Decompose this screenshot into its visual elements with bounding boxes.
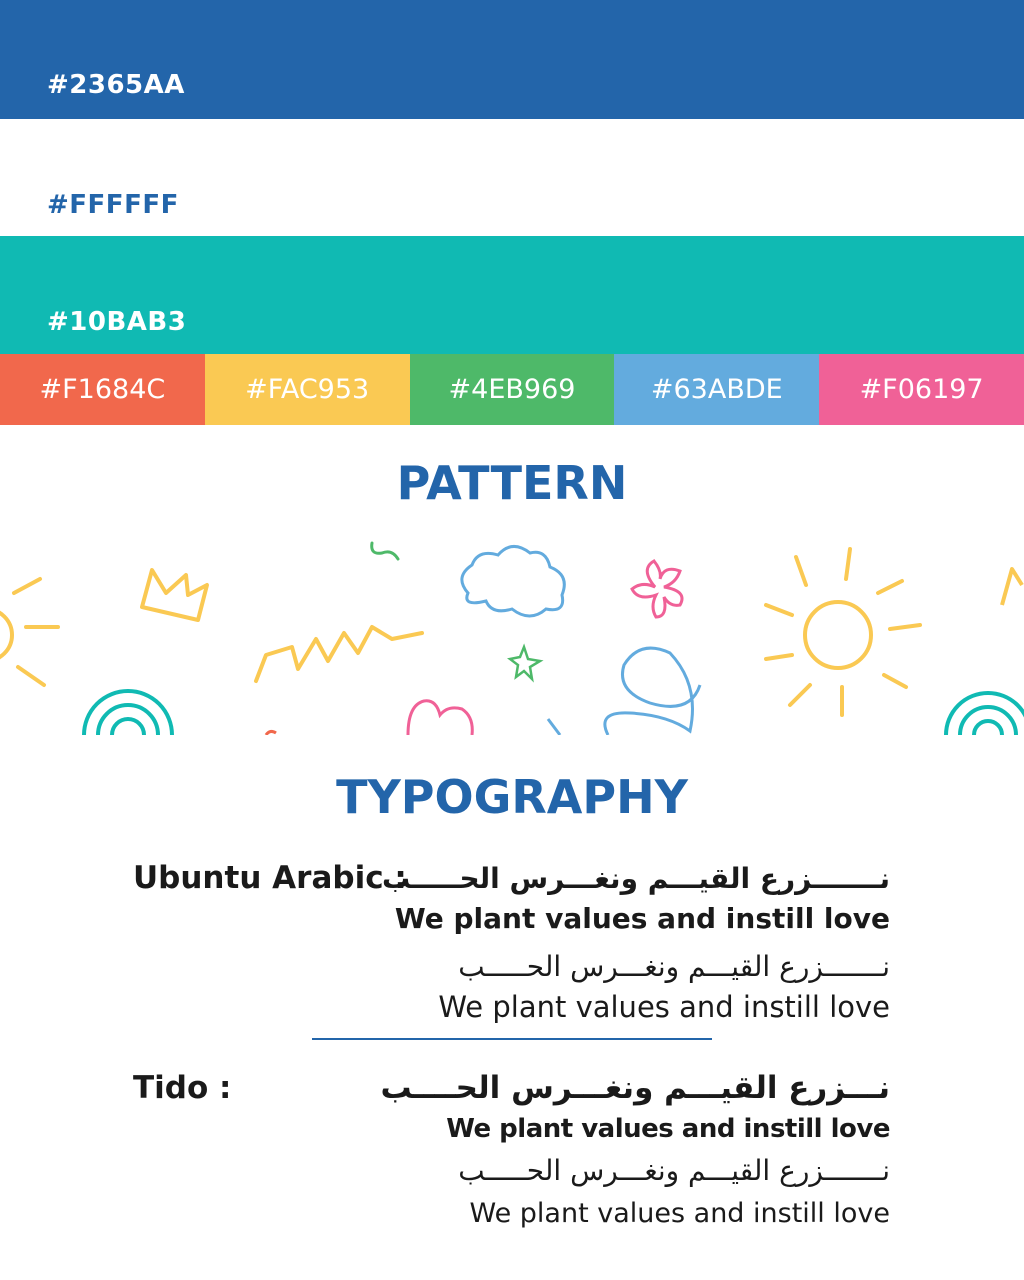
stroke-icon bbox=[548, 719, 560, 735]
zigzag-icon bbox=[256, 627, 422, 681]
accent-swatch-row bbox=[0, 354, 1024, 425]
tido-bold-english: We plant values and instill love bbox=[446, 1114, 890, 1144]
tido-bold-arabic: نـــزرع القيـــم ونغـــرس الحــــب bbox=[380, 1070, 890, 1106]
color-label-white: #FFFFFF bbox=[47, 190, 179, 220]
pattern-title: PATTERN bbox=[396, 456, 628, 510]
tido-regular-english: We plant values and instill love bbox=[469, 1198, 890, 1229]
swatch-blue bbox=[614, 354, 819, 425]
color-band-primary bbox=[0, 0, 1024, 119]
font-name-ubuntu: Ubuntu Arabic : bbox=[133, 860, 407, 896]
doodle-pattern bbox=[0, 535, 1024, 735]
swatch-yellow bbox=[205, 354, 410, 425]
mark-icon bbox=[266, 731, 276, 735]
sun-icon-right bbox=[766, 549, 920, 715]
sun-icon-left bbox=[0, 579, 58, 685]
tido-regular-arabic: نـــــــزرع القيـــم ونغـــرس الحـــــب bbox=[458, 1154, 890, 1187]
cloud-icon bbox=[462, 546, 564, 616]
ubuntu-regular-english: We plant values and instill love bbox=[438, 990, 890, 1024]
typography-title: TYPOGRAPHY bbox=[336, 770, 688, 824]
swatch-pink bbox=[819, 354, 1024, 425]
spiral-icon-left bbox=[84, 691, 172, 735]
flower-icon bbox=[632, 561, 682, 617]
swatch-label-blue: #63ABDE bbox=[650, 374, 783, 405]
star-icon bbox=[510, 647, 540, 679]
color-label-primary: #2365AA bbox=[47, 70, 185, 100]
spiral-icon-right bbox=[946, 693, 1024, 735]
crown-icon bbox=[142, 570, 207, 620]
color-band-white bbox=[0, 119, 1024, 236]
swatch-label-orange: #F1684C bbox=[39, 374, 166, 405]
color-band-teal bbox=[0, 236, 1024, 354]
ubuntu-bold-english: We plant values and instill love bbox=[394, 902, 890, 935]
heart-icon bbox=[408, 701, 472, 735]
scribble-icon bbox=[605, 648, 700, 735]
swatch-label-green: #4EB969 bbox=[448, 374, 576, 405]
section-divider bbox=[312, 1038, 712, 1040]
crown-icon-right bbox=[1002, 569, 1022, 605]
color-label-teal: #10BAB3 bbox=[47, 307, 187, 337]
squiggle-icon bbox=[372, 543, 398, 559]
swatch-orange bbox=[0, 354, 205, 425]
swatch-green bbox=[410, 354, 615, 425]
ubuntu-regular-arabic: نـــــــزرع القيـــم ونغـــرس الحـــــب bbox=[458, 950, 890, 983]
ubuntu-bold-arabic: نـــــــزرع القيـــم ونغـــرس الحـــــب bbox=[381, 862, 890, 895]
swatch-label-pink: #F06197 bbox=[859, 374, 984, 405]
font-name-tido: Tido : bbox=[133, 1070, 232, 1106]
swatch-label-yellow: #FAC953 bbox=[245, 374, 370, 405]
